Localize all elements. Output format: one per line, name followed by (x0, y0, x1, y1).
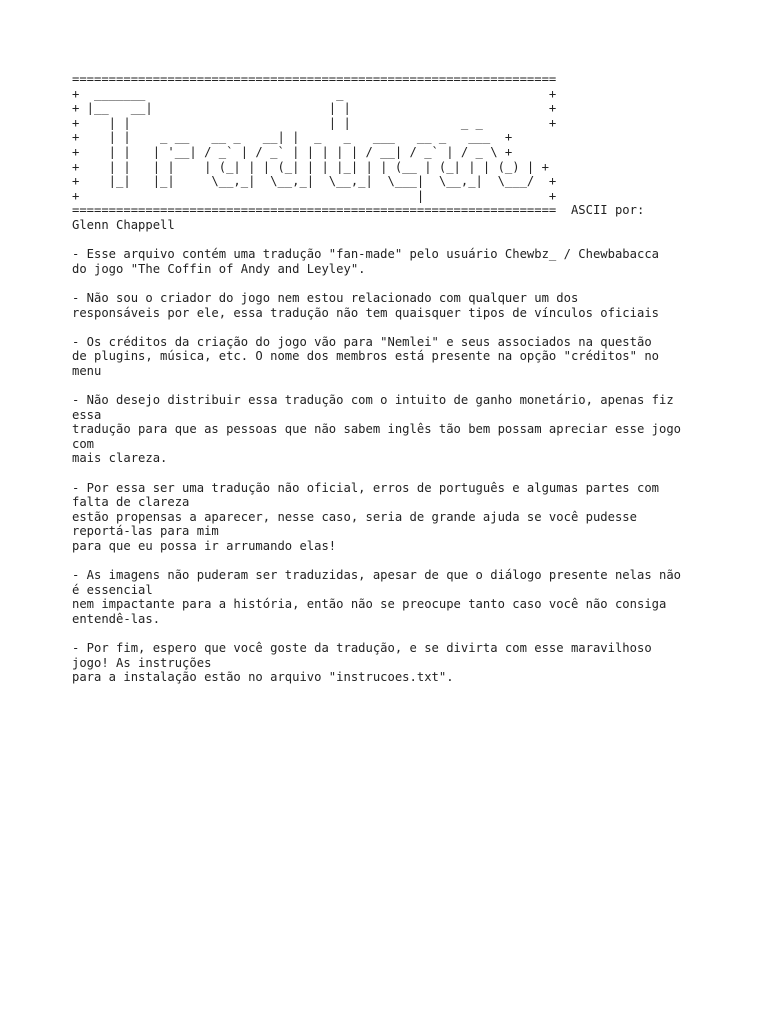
text-line: menu (72, 363, 102, 378)
text-line: do jogo "The Coffin of Andy and Leyley". (72, 261, 366, 276)
text-line: nem impactante para a história, então não se preocupe tanto caso você não consiga (72, 597, 667, 612)
text-line: falta de clareza (72, 495, 190, 510)
ascii-banner-line: + |__ __| | | + (72, 101, 557, 116)
text-line (72, 554, 681, 569)
text-line (72, 627, 681, 642)
text-line: estão propensas a aparecer, nesse caso, seria de grande ajuda se você pudesse (72, 509, 637, 524)
ascii-banner-line: + | | | | _ _ + (72, 115, 557, 130)
text-line: - Por essa ser uma tradução não oficial, erros de português e algumas partes com (72, 480, 659, 495)
text-line: é essencial (72, 582, 153, 597)
text-line: tradução para que as pessoas que não sabem inglês tão bem possam apreciar esse jogo (72, 422, 682, 437)
text-line: responsáveis por ele, essa tradução não tem quaisquer tipos de vínculos oficiais (72, 305, 659, 320)
ascii-banner-line: ================================================================== ASCII por: (72, 203, 645, 218)
text-line: para a instalação estão no arquivo "instrucoes.txt". (72, 670, 454, 685)
text-line: de plugins, música, etc. O nome dos membros está presente na opção "créditos" no (72, 349, 659, 364)
text-line (72, 233, 681, 248)
text-line: reportá-las para mim (72, 524, 219, 539)
text-line (72, 466, 681, 481)
ascii-banner-line: + | | | '__| / _` | / _` | | | | | / __| / _` | / _ \ + (72, 144, 513, 159)
text-line (72, 320, 681, 335)
ascii-banner-line: ================================================================== (72, 72, 557, 86)
text-line: jogo! As instruções (72, 655, 212, 670)
ascii-banner-line: + _______ _ + (72, 86, 557, 101)
text-line: com (72, 436, 95, 451)
text-line: - Esse arquivo contém uma tradução "fan-made" pelo usuário Chewbz_ / Chewbabacca (72, 247, 659, 262)
text-line: - Por fim, espero que você goste da tradução, e se divirta com esse maravilhoso (72, 641, 652, 656)
text-line: para que eu possa ir arrumando elas! (72, 539, 337, 553)
text-content (72, 72, 681, 685)
ascii-banner-line: + | | | | | (_| | | (_| | | |_| | | (__ | (_| | | (_) | + (72, 159, 549, 174)
text-line: - Os créditos da criação do jogo vão para "Nemlei" e seus associados na questão (72, 334, 652, 349)
text-line (72, 276, 681, 291)
ascii-banner-line: + |_| |_| \__,_| \__,_| \__,_| \___| \__,_| \___/ + (72, 174, 557, 189)
text-line: mais clareza. (72, 451, 168, 466)
text-line (72, 378, 681, 393)
text-line: - As imagens não puderam ser traduzidas, apesar de que o diálogo presente nelas não (72, 568, 682, 583)
ascii-banner-line: + | + (72, 188, 557, 203)
text-line: - Não sou o criador do jogo nem estou relacionado com qualquer um dos (72, 290, 579, 305)
text-line: Glenn Chappell (72, 217, 175, 232)
text-line: entendê-las. (72, 611, 161, 626)
text-line: essa (72, 407, 102, 422)
ascii-banner-line: + | | _ __ __ _ __| | _ _ ___ __ _ ___ + (72, 130, 513, 145)
text-line: - Não desejo distribuir essa tradução com o intuito de ganho monetário, apenas fiz (72, 393, 674, 408)
